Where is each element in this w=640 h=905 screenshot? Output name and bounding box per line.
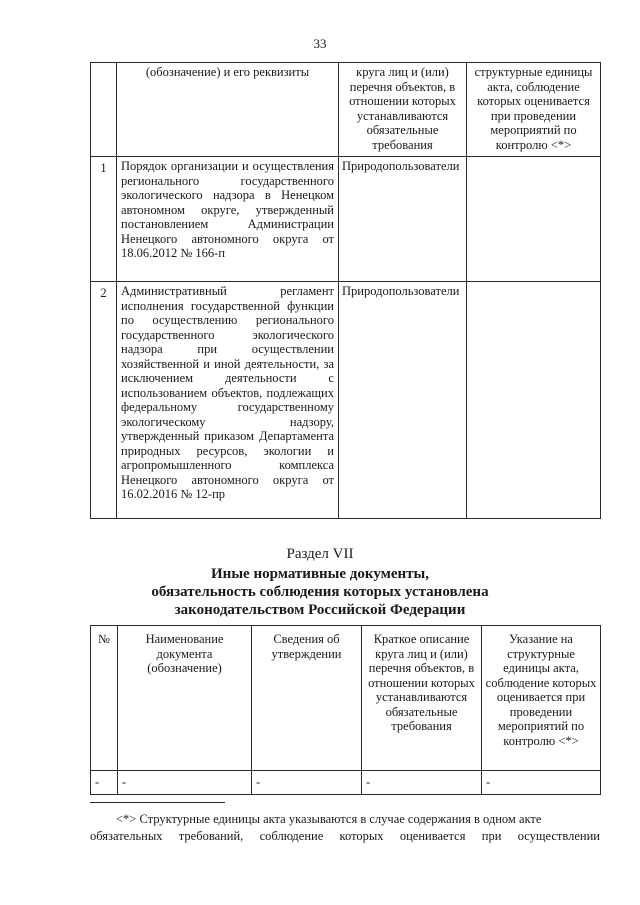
row-units (467, 282, 601, 519)
footnote-text: <*> Структурные единицы акта указываются в случае содержания в одном акте (116, 812, 542, 826)
header-approval: Сведения об утверждении (252, 626, 362, 771)
section-title-line: Иные нормативные документы, (211, 566, 429, 582)
section-title (0, 565, 640, 619)
cell: - (362, 771, 482, 795)
header-units: Указание на структурные единицы акта, соблюдение которых оценивается при проведении мероприятий по контролю <*> (482, 626, 601, 771)
footnote-separator (90, 802, 225, 803)
row-document: Административный регламент исполнения государственной функции по осуществлению регионального государственного экологического надзора при осуществлении хозяйственной и иной деятельности, за исключением деятельности с использованием объектов, подлежащих федеральному государственному экологическому надзору, утвержденный приказом Департамента природных ресурсов, экологии и агропромышленного комплекса Ненецкого автономного округа от 16.02.2016 № 12-пр (117, 282, 339, 519)
cell: - (482, 771, 601, 795)
row-units (467, 157, 601, 282)
cell: - (118, 771, 252, 795)
other-documents-table (90, 625, 601, 795)
section-title-line: законодательством Российской Федерации (174, 602, 466, 618)
header-units-cell: структурные единицы акта, соблюдение которых оценивается при проведении мероприятий по контролю <*> (467, 63, 601, 157)
row-subjects: Природопользователи (339, 157, 467, 282)
header-doc-cell: (обозначение) и его реквизиты (117, 63, 339, 157)
header-num-cell (91, 63, 117, 157)
control-acts-table (90, 62, 601, 519)
header-description: Краткое описание круга лиц и (или) перечня объектов, в отношении которых устанавливаются обязательные требования (362, 626, 482, 771)
page-number: 33 (313, 36, 327, 51)
cell: - (252, 771, 362, 795)
header-name: Наименование документа (обозначение) (118, 626, 252, 771)
row-subjects: Природопользователи (339, 282, 467, 519)
row-number: 1 (91, 157, 117, 282)
cell: - (91, 771, 118, 795)
section-title-line: обязательность соблюдения которых установлена (151, 584, 489, 600)
footnote-text-continued: обязательных требований, соблюдение которых оценивается при осуществлении (90, 829, 600, 843)
table-header-row (91, 626, 601, 771)
header-num: № (91, 626, 118, 771)
table-continued-header (91, 63, 601, 157)
row-document: Порядок организации и осуществления регионального государственного экологического надзора в Ненецком автономном округе, утвержденный постановлением Администрации Ненецкого автономного округа от 18.06.2012 № 166-п (117, 157, 339, 282)
table-row (91, 771, 601, 795)
section-number: Раздел VII (286, 546, 354, 562)
table-row (91, 282, 601, 519)
row-number: 2 (91, 282, 117, 519)
header-subjects-cell: круга лиц и (или) перечня объектов, в отношении которых устанавливаются обязательные требования (339, 63, 467, 157)
table-row (91, 157, 601, 282)
